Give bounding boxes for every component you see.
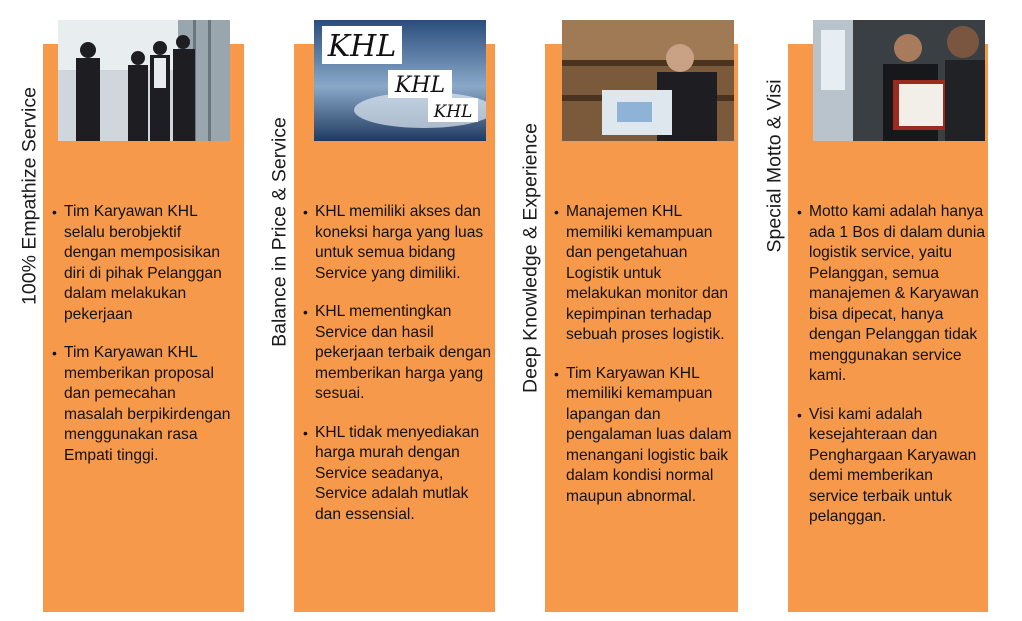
bullet-item: • KHL tidak menyediakan harga murah dengan Service seadanya, Service adalah mutlak dan essensial. <box>303 423 493 526</box>
khl-logo-text: KHL <box>394 73 446 98</box>
bullet-item: • Motto kami adalah hanya ada 1 Bos di dalam dunia logistik service, yaitu Pelanggan, semua manajemen & Karyawan bisa dipecat, hanya dengan Pelanggan tidak menggunakan service kami. <box>797 202 985 387</box>
bullet-item: • Manajemen KHL memiliki kemampuan dan pengetahuan Logistik untuk melakukan monitor dan kepimpinan terhadap sebuah proses logistik. <box>554 202 734 346</box>
bullet-item: • Tim Karyawan KHL memiliki kemampuan lapangan dan pengalaman luas dalam menangani logistic baik dalam kondisi normal maupun abnormal. <box>554 364 734 508</box>
column-title-text: 100% Empathize Service <box>18 87 41 305</box>
bullet-item: • KHL memiliki akses dan koneksi harga yang luas untuk semua bidang Service yang dimiliki. <box>303 202 493 284</box>
khl-logo-text: KHL <box>433 102 473 122</box>
bullet-list-empathize <box>52 202 237 484</box>
bullet-list-price <box>303 202 493 543</box>
bullet-item: • KHL mementingkan Service dan hasil pekerjaan terbaik dengan memberikan harga yang sesuai. <box>303 302 493 405</box>
bullet-item: • Tim Karyawan KHL memberikan proposal dan pemecahan masalah berpikirdengan menggunakan rasa Empati tinggi. <box>52 343 237 466</box>
column-title-text: Balance in Price & Service <box>268 117 291 347</box>
bullet-item: • Tim Karyawan KHL selalu berobjektif dengan memposisikan diri di pihak Pelanggan dalam melakukan pekerjaan <box>52 202 237 325</box>
office-team-photo <box>58 20 230 141</box>
business-meeting-photo <box>813 20 985 141</box>
khl-logo-text: KHL <box>327 29 397 64</box>
column-title-text: Deep Knowledge & Experience <box>519 123 542 393</box>
bullet-list-motto <box>797 202 985 546</box>
warehouse-worker-photo <box>562 20 734 141</box>
bullet-item: • Visi kami adalah kesejahteraan dan Penghargaan Karyawan demi memberikan service terbaik untuk pelanggan. <box>797 405 985 528</box>
khl-logo-sky-photo <box>314 20 486 141</box>
column-title-text: Special Motto & Visi <box>763 79 786 253</box>
bullet-list-knowledge <box>554 202 734 525</box>
